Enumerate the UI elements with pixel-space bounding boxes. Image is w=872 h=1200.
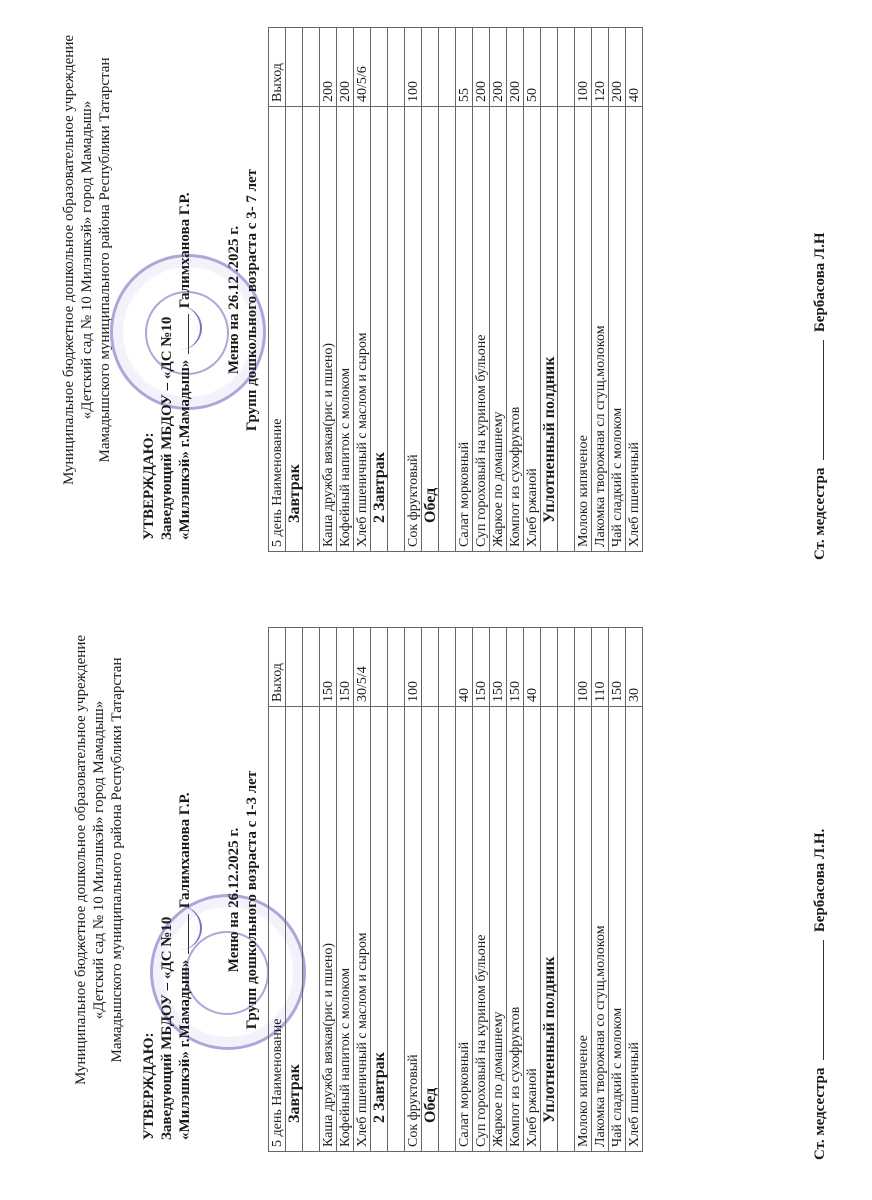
nurse-signature bbox=[812, 232, 829, 560]
dish-name bbox=[439, 707, 456, 1152]
table-row bbox=[303, 628, 320, 1152]
section-row bbox=[422, 628, 439, 1152]
dish-output: 200 bbox=[507, 28, 524, 107]
dish-name: Хлеб пшеничный bbox=[626, 107, 643, 552]
dish-output bbox=[388, 628, 405, 707]
section-row bbox=[371, 628, 388, 1152]
dish-output: 200 bbox=[490, 28, 507, 107]
dish-output bbox=[388, 28, 405, 107]
table-row bbox=[626, 628, 643, 1152]
dish-name: Хлеб пшеничный bbox=[626, 707, 643, 1152]
table-row bbox=[354, 628, 371, 1152]
section-row bbox=[286, 28, 303, 552]
table-row bbox=[354, 28, 371, 552]
dish-output bbox=[439, 628, 456, 707]
header-out: Выход bbox=[269, 628, 286, 707]
dish-name bbox=[439, 107, 456, 552]
dish-output: 150 bbox=[609, 628, 626, 707]
table-row bbox=[439, 628, 456, 1152]
dish-name: Хлеб пшеничный с маслом и сыром bbox=[354, 107, 371, 552]
section-title: Уплотненный полдник bbox=[541, 107, 558, 552]
table-row bbox=[405, 28, 422, 552]
dish-name: Жаркое по домашнему bbox=[490, 107, 507, 552]
dish-output: 150 bbox=[320, 628, 337, 707]
dish-name: Молоко кипяченое bbox=[575, 707, 592, 1152]
org-line: Муниципальное бюджетное дошкольное образовательное учреждение bbox=[73, 635, 89, 1085]
section-row bbox=[541, 628, 558, 1152]
dish-output: 150 bbox=[490, 628, 507, 707]
table-row bbox=[490, 628, 507, 1152]
dish-output bbox=[371, 628, 388, 707]
dish-output: 200 bbox=[609, 28, 626, 107]
dish-name: Компот из сухофруктов bbox=[507, 107, 524, 552]
dish-output: 100 bbox=[575, 28, 592, 107]
header-out: Выход bbox=[269, 28, 286, 107]
signature-line bbox=[823, 940, 824, 1060]
section-row bbox=[286, 628, 303, 1152]
dish-output: 40/5/6 bbox=[354, 28, 371, 107]
section-title: Обед bbox=[422, 707, 439, 1152]
table-row bbox=[337, 28, 354, 552]
table-row bbox=[592, 28, 609, 552]
header-name: 5 день Наименование bbox=[269, 107, 286, 552]
dish-output bbox=[286, 628, 303, 707]
dish-output bbox=[558, 28, 575, 107]
table-row bbox=[524, 28, 541, 552]
dish-name: Молоко кипяченое bbox=[575, 107, 592, 552]
dish-output bbox=[303, 628, 320, 707]
menu-date: Меню на 26.12 .2025 г. bbox=[226, 225, 242, 375]
table-row bbox=[507, 28, 524, 552]
table-row bbox=[558, 628, 575, 1152]
menu-group: Групп дошкольного возраста с 3- 7 лет bbox=[244, 168, 260, 432]
dish-name: Жаркое по домашнему bbox=[490, 707, 507, 1152]
dish-output: 30/5/4 bbox=[354, 628, 371, 707]
table-row bbox=[626, 28, 643, 552]
approval-block bbox=[140, 193, 194, 541]
table-row bbox=[575, 628, 592, 1152]
dish-name: Сок фруктовый bbox=[405, 107, 422, 552]
org-line: Мамадышского муниципального района Республики Татарстан bbox=[97, 57, 113, 463]
dish-output: 200 bbox=[320, 28, 337, 107]
nurse-label: Ст. медсестра bbox=[812, 467, 828, 560]
section-title: Обед bbox=[422, 107, 439, 552]
dish-name: Салат морковный bbox=[456, 107, 473, 552]
table-row bbox=[609, 628, 626, 1152]
organization-header bbox=[60, 30, 114, 490]
table-row bbox=[592, 628, 609, 1152]
dish-name: Каша дружба вязкая(рис и пшено) bbox=[320, 107, 337, 552]
dish-name: Лакомка творожная сл сгущ.молоком bbox=[592, 107, 609, 552]
menu-page-1-3 bbox=[0, 600, 872, 1200]
header-name: 5 день Наименование bbox=[269, 707, 286, 1152]
table-row bbox=[490, 28, 507, 552]
approve-position: Заведующий МБДОУ – «ДС №10 bbox=[159, 916, 175, 1140]
menu-group: Групп дошкольного возраста с 1-3 лет bbox=[244, 770, 260, 1030]
dish-name: Чай сладкий с молоком bbox=[609, 707, 626, 1152]
approve-label: УТВЕРЖДАЮ: bbox=[141, 1032, 157, 1140]
dish-name bbox=[558, 707, 575, 1152]
table-row bbox=[439, 28, 456, 552]
section-title: 2 Завтрак bbox=[371, 107, 388, 552]
dish-output: 30 bbox=[626, 628, 643, 707]
dish-output: 200 bbox=[473, 28, 490, 107]
dish-name bbox=[388, 707, 405, 1152]
dish-output bbox=[541, 628, 558, 707]
table-row bbox=[388, 628, 405, 1152]
approver-name: Галимханова Г.Р. bbox=[177, 792, 193, 909]
nurse-name: Бербасова Л.Н. bbox=[812, 828, 828, 933]
org-line: «Детский сад № 10 Милэшкэй» город Мамадыш» bbox=[91, 700, 107, 1020]
nurse-name: Бербасова Л.Н bbox=[812, 232, 828, 333]
section-row bbox=[541, 28, 558, 552]
table-row bbox=[320, 628, 337, 1152]
dish-output: 150 bbox=[473, 628, 490, 707]
table-row bbox=[473, 28, 490, 552]
dish-name: Суп гороховый на курином бульоне bbox=[473, 707, 490, 1152]
table-row bbox=[524, 628, 541, 1152]
dish-name: Кофейный напиток с молоком bbox=[337, 707, 354, 1152]
approve-org-text: «Милэшкэй» г.Мамадыш» bbox=[177, 959, 193, 1140]
table-header-row bbox=[269, 628, 286, 1152]
menu-table bbox=[268, 627, 643, 1152]
table-row bbox=[575, 28, 592, 552]
dish-output: 40 bbox=[524, 628, 541, 707]
approve-org bbox=[176, 193, 194, 541]
table-row bbox=[507, 628, 524, 1152]
dish-output: 120 bbox=[592, 28, 609, 107]
dish-output: 150 bbox=[337, 628, 354, 707]
dish-output: 50 bbox=[524, 28, 541, 107]
menu-date: Меню на 26.12.2025 г. bbox=[226, 827, 242, 973]
dish-output bbox=[422, 28, 439, 107]
dish-output bbox=[541, 28, 558, 107]
dish-name bbox=[388, 107, 405, 552]
dish-output bbox=[303, 28, 320, 107]
dish-output bbox=[286, 28, 303, 107]
org-line: Мамадышского муниципального района Республики Татарстан bbox=[109, 657, 125, 1063]
section-row bbox=[371, 28, 388, 552]
menu-title bbox=[225, 600, 261, 1200]
nurse-label: Ст. медсестра bbox=[812, 1067, 828, 1160]
dish-name: Салат морковный bbox=[456, 707, 473, 1152]
dish-output: 110 bbox=[592, 628, 609, 707]
table-row bbox=[405, 628, 422, 1152]
dish-output: 40 bbox=[626, 28, 643, 107]
dish-output: 100 bbox=[405, 28, 422, 107]
section-title: Завтрак bbox=[286, 107, 303, 552]
approval-block bbox=[140, 793, 194, 1141]
approve-org-text: «Милэшкэй» г.Мамадыш» bbox=[177, 359, 193, 540]
approve-org bbox=[176, 793, 194, 1141]
dish-output: 100 bbox=[575, 628, 592, 707]
table-row bbox=[303, 28, 320, 552]
dish-name: Лакомка творожная со сгущ.молоком bbox=[592, 707, 609, 1152]
table-row bbox=[388, 28, 405, 552]
dish-name: Суп гороховый на курином бульоне bbox=[473, 107, 490, 552]
dish-output bbox=[422, 628, 439, 707]
section-title: 2 Завтрак bbox=[371, 707, 388, 1152]
section-row bbox=[422, 28, 439, 552]
menu-table bbox=[268, 27, 643, 552]
dish-name: Хлеб пшеничный с маслом и сыром bbox=[354, 707, 371, 1152]
table-row bbox=[456, 628, 473, 1152]
dish-name: Каша дружба вязкая(рис и пшено) bbox=[320, 707, 337, 1152]
table-row bbox=[609, 28, 626, 552]
dish-output bbox=[558, 628, 575, 707]
org-line: Муниципальное бюджетное дошкольное образовательное учреждение bbox=[61, 35, 77, 485]
dish-output bbox=[439, 28, 456, 107]
dish-name: Кофейный напиток с молоком bbox=[337, 107, 354, 552]
approve-label: УТВЕРЖДАЮ: bbox=[141, 432, 157, 540]
dish-name bbox=[303, 707, 320, 1152]
menu-title bbox=[225, 0, 261, 600]
table-row bbox=[320, 28, 337, 552]
dish-output: 55 bbox=[456, 28, 473, 107]
dish-output: 40 bbox=[456, 628, 473, 707]
dish-name: Хлеб ржаной bbox=[524, 107, 541, 552]
dish-output bbox=[371, 28, 388, 107]
dish-name: Компот из сухофруктов bbox=[507, 707, 524, 1152]
table-row bbox=[456, 28, 473, 552]
dish-output: 200 bbox=[337, 28, 354, 107]
table-header-row bbox=[269, 28, 286, 552]
organization-header bbox=[72, 630, 126, 1090]
dish-output: 150 bbox=[507, 628, 524, 707]
dish-name: Хлеб ржаной bbox=[524, 707, 541, 1152]
dish-name: Чай сладкий с молоком bbox=[609, 107, 626, 552]
section-title: Завтрак bbox=[286, 707, 303, 1152]
dish-name: Сок фруктовый bbox=[405, 707, 422, 1152]
signature-line bbox=[823, 340, 824, 460]
approver-name: Галимханова Г.Р. bbox=[177, 192, 193, 309]
section-title: Уплотненный полдник bbox=[541, 707, 558, 1152]
approve-position: Заведующий МБДОУ – «ДС №10 bbox=[159, 316, 175, 540]
table-row bbox=[558, 28, 575, 552]
table-row bbox=[473, 628, 490, 1152]
dish-name bbox=[303, 107, 320, 552]
dish-name bbox=[558, 107, 575, 552]
dish-output: 100 bbox=[405, 628, 422, 707]
org-line: «Детский сад № 10 Милэшкэй» город Мамадыш» bbox=[79, 100, 95, 420]
table-row bbox=[337, 628, 354, 1152]
nurse-signature bbox=[812, 829, 829, 1160]
